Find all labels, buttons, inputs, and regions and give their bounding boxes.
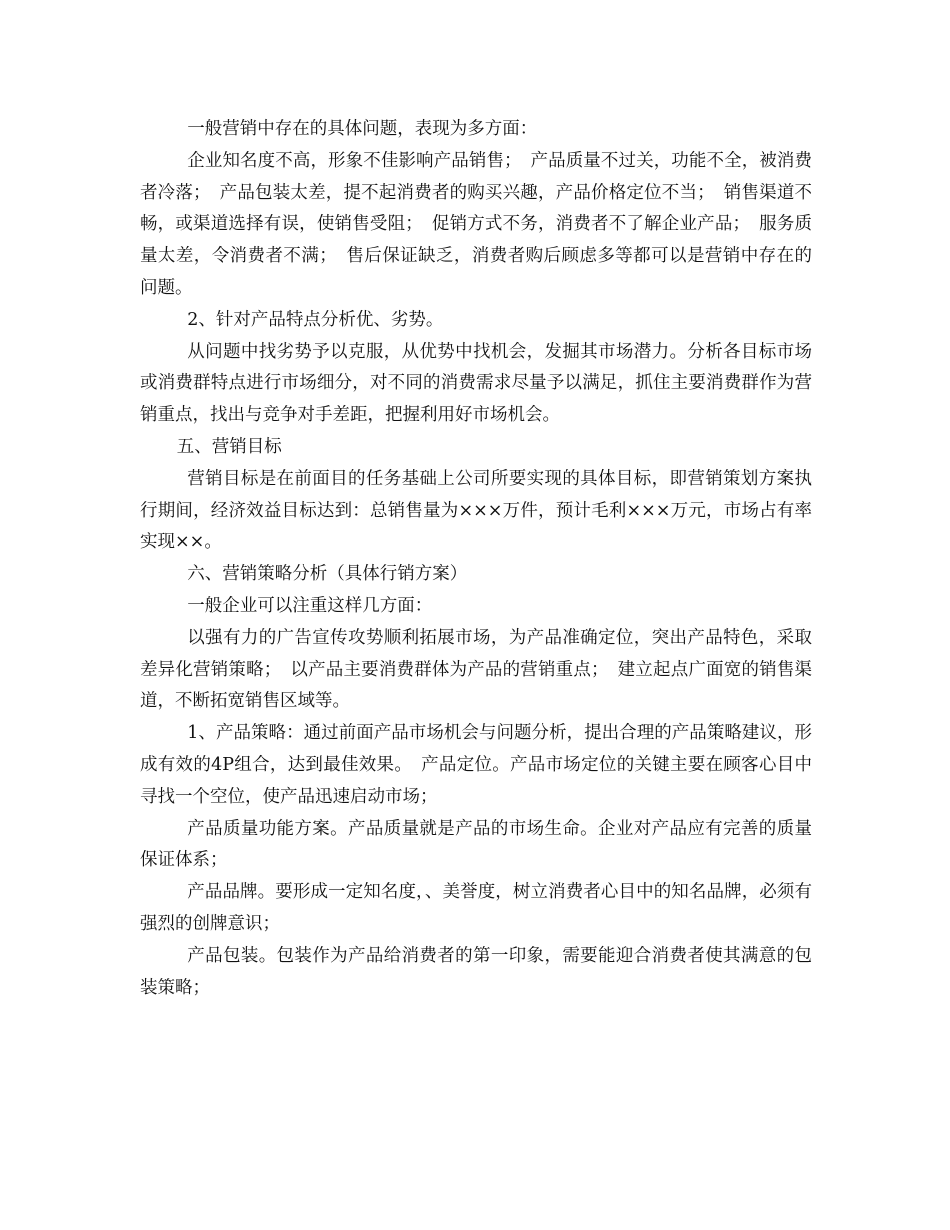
paragraph: 一般营销中存在的具体问题，表现为多方面：	[187, 119, 538, 139]
paragraph: 一般企业可以注重这样几方面：	[187, 595, 433, 616]
paragraph: 企业知名度不高，形象不佳影响产品销售； 产品质量不过关，功能不全，被消费者冷落； 产品包装太差，提不起消费者的购买兴趣，产品价格定位不当； 销售渠道不畅，或渠道选择有误，使销售受阻； 促销方式不务，消费者不了解企业产品； 服务质量太差，令消费者不满； 售后保证缺乏，消费者购后顾虑多等都可以是营销中存在的问题。	[140, 150, 812, 298]
document-body	[140, 114, 812, 1004]
paragraph: 以强有力的广告宣传攻势顺利拓展市场，为产品准确定位，突出产品特色，采取差异化营销策略； 以产品主要消费群体为产品的营销重点； 建立起点广面宽的销售渠道，不断拓宽销售区域等。	[140, 627, 812, 712]
paragraph: 营销目标是在前面目的任务基础上公司所要实现的具体目标，即营销策划方案执行期间，经济效益目标达到：总销售量为×××万件，预计毛利×××万元，市场占有率实现××。	[140, 468, 812, 553]
paragraph: 产品包装。包装作为产品给消费者的第一印象，需要能迎合消费者使其满意的包装策略；	[140, 945, 812, 998]
paragraph: 1、产品策略：通过前面产品市场机会与问题分析，提出合理的产品策略建议，形成有效的4P组合，达到最佳效果。 产品定位。产品市场定位的关键主要在顾客心目中寻找一个空位，使产品迅速启动市场；	[140, 723, 812, 807]
paragraph: 产品质量功能方案。产品质量就是产品的市场生命。企业对产品应有完善的质量保证体系；	[140, 818, 812, 871]
paragraph: 2、针对产品特点分析优、劣势。	[187, 309, 444, 330]
section-heading: 五、营销目标	[176, 436, 282, 457]
section-heading: 六、营销策略分析（具体行销方案）	[187, 564, 468, 585]
paragraph: 产品品牌。要形成一定知名度，、美誉度，树立消费者心目中的知名品牌，必须有强烈的创牌意识；	[140, 882, 812, 934]
paragraph: 从问题中找劣势予以克服，从优势中找机会，发掘其市场潜力。分析各目标市场或消费群特点进行市场细分，对不同的消费需求尽量予以满足，抓住主要消费群作为营销重点，找出与竞争对手差距，把握利用好市场机会。	[140, 341, 812, 426]
